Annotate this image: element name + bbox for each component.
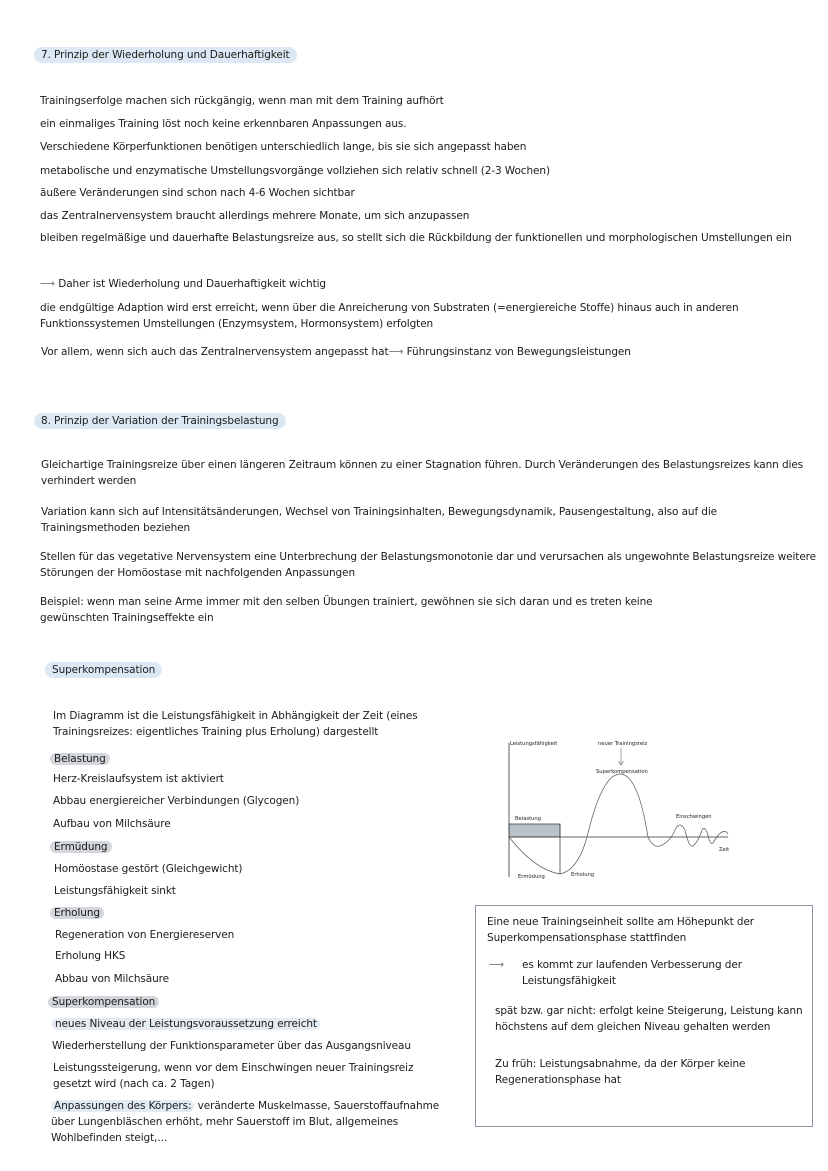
load-label: Belastung (515, 816, 541, 822)
text-line: das Zentralnervensystem braucht allerdings mehrere Monate, um sich anzupassen (40, 210, 470, 222)
load-area (509, 824, 560, 837)
list-item: Wiederherstellung der Funktionsparameter über das Ausgangsniveau (52, 1040, 411, 1052)
list-item: Herz-Kreislaufsystem ist aktiviert (53, 773, 224, 785)
x-axis-label: Zeit (719, 847, 730, 853)
box-text: es kommt zur laufenden Verbesserung der Leistungsfähigkeit (522, 959, 742, 987)
list-item: Erholung HKS (55, 950, 126, 962)
peak-label: Superkompensation (596, 769, 648, 775)
term-erholung: Erholung (50, 905, 104, 921)
y-axis-label: Leistungsfähigkeit (510, 741, 558, 747)
box-text: Eine neue Trainingseinheit sollte am Höhepunkt der Superkompensationsphase stattfinden (487, 916, 755, 944)
paragraph: Variation kann sich auf Intensitätsänderungen, Wechsel von Trainingsinhalten, Bewegungsdynamik, Pausengestaltung, also auf die Trainingsmethoden beziehen (41, 506, 718, 534)
text-line: Vor allem, wenn sich auch das Zentralnervensystem angepasst hat⟶ Führungsinstanz von Bewegungsleistungen (41, 346, 631, 358)
text-line: Trainingserfolge machen sich rückgängig, wenn man mit dem Training aufhört (40, 95, 444, 107)
text-line: metabolische und enzymatische Umstellungsvorgänge vollziehen sich relativ schnell (2-3 Wochen) (40, 165, 550, 177)
box-text: Zu früh: Leistungsabnahme, da der Körper keine Regenerationsphase hat (495, 1058, 746, 1086)
paragraph: Gleichartige Trainingsreize über einen längeren Zeitraum können zu einer Stagnation führen. Durch Veränderungen des Belastungsreizes kann dies verhindert werden (41, 459, 804, 487)
conclusion-line: ⟶ Daher ist Wiederholung und Dauerhaftigkeit wichtig (40, 278, 326, 290)
stimulus-label: neuer Trainingsreiz (598, 741, 648, 747)
paragraph: Beispiel: wenn man seine Arme immer mit den selben Übungen trainiert, gewöhnen sie sich daran und es treten keine gewünschten Trainingseffekte ein (40, 596, 653, 624)
section-8-heading: 8. Prinzip der Variation der Trainingsbelastung (34, 413, 286, 429)
arrow-right-icon: ⟶ (388, 346, 404, 358)
anpassungen-text: Anpassungen des Körpers: veränderte Muskelmasse, Sauerstoffaufnahme über Lungenbläschen erhöht, mehr Sauerstoff im Blut, allgemeines Wohlbefinden steigt,... (51, 1100, 440, 1144)
list-item: Homöostase gestört (Gleichgewicht) (54, 863, 243, 875)
list-item: Abbau von Milchsäure (55, 973, 169, 985)
arrow-right-icon: ⟶ (489, 959, 504, 971)
list-item: Leistungssteigerung, wenn vor dem Einschwingen neuer Trainingsreiz gesetzt wird (nach ca. 2 Tagen) (53, 1062, 414, 1090)
recovery-label: Erholung (571, 872, 595, 878)
settle-label: Einschwingen (676, 814, 712, 820)
section-7-heading: 7. Prinzip der Wiederholung und Dauerhaftigkeit (34, 47, 297, 63)
intro-text: Im Diagramm ist die Leistungsfähigkeit in Abhängigkeit der Zeit (eines Trainingsreizes: eigentliches Training plus Erholung) dargestellt (53, 710, 418, 738)
term-superkompensation: Superkompensation (48, 994, 159, 1010)
list-item: Aufbau von Milchsäure (53, 818, 171, 830)
superkompensation-diagram (490, 730, 750, 890)
list-item: Leistungsfähigkeit sinkt (54, 885, 176, 897)
fatigue-label: Ermüdung (518, 874, 545, 880)
list-item: Abbau energiereicher Verbindungen (Glycogen) (53, 795, 300, 807)
text-line: Verschiedene Körperfunktionen benötigen unterschiedlich lange, bis sie sich angepasst haben (40, 141, 527, 153)
list-item: Regeneration von Energiereserven (55, 929, 235, 941)
term-belastung: Belastung (50, 751, 110, 767)
text-line: bleiben regelmäßige und dauerhafte Belastungsreize aus, so stellt sich die Rückbildung der funktionellen und morphologischen Umstellungen ein (40, 232, 792, 244)
term-ermuedung: Ermüdung (50, 839, 112, 855)
box-text: spät bzw. gar nicht: erfolgt keine Steigerung, Leistung kann höchstens auf dem gleichen Niveau gehalten werden (495, 1005, 803, 1033)
superkompensation-heading: Superkompensation (45, 662, 162, 678)
info-box (475, 905, 813, 1127)
list-item: neues Niveau der Leistungsvoraussetzung erreicht (52, 1016, 320, 1032)
arrow-right-icon: ⟶ (40, 278, 55, 290)
text-line: äußere Veränderungen sind schon nach 4-6 Wochen sichtbar (40, 187, 355, 199)
text-line: die endgültige Adaption wird erst erreicht, wenn über die Anreicherung von Substraten (=energiereiche Stoffe) hinaus auch in anderen Funktionssystemen Umstellungen (Enzymsystem, Hormonsystem) erfolgten (40, 302, 739, 330)
text-line: ein einmaliges Training löst noch keine erkennbaren Anpassungen aus. (40, 118, 407, 130)
paragraph: Stellen für das vegetative Nervensystem eine Unterbrechung der Belastungsmonotonie dar und verursachen als ungewohnte Belastungsreize weitere Störungen der Homöostase mit nachfolgenden Anpassungen (40, 551, 817, 579)
